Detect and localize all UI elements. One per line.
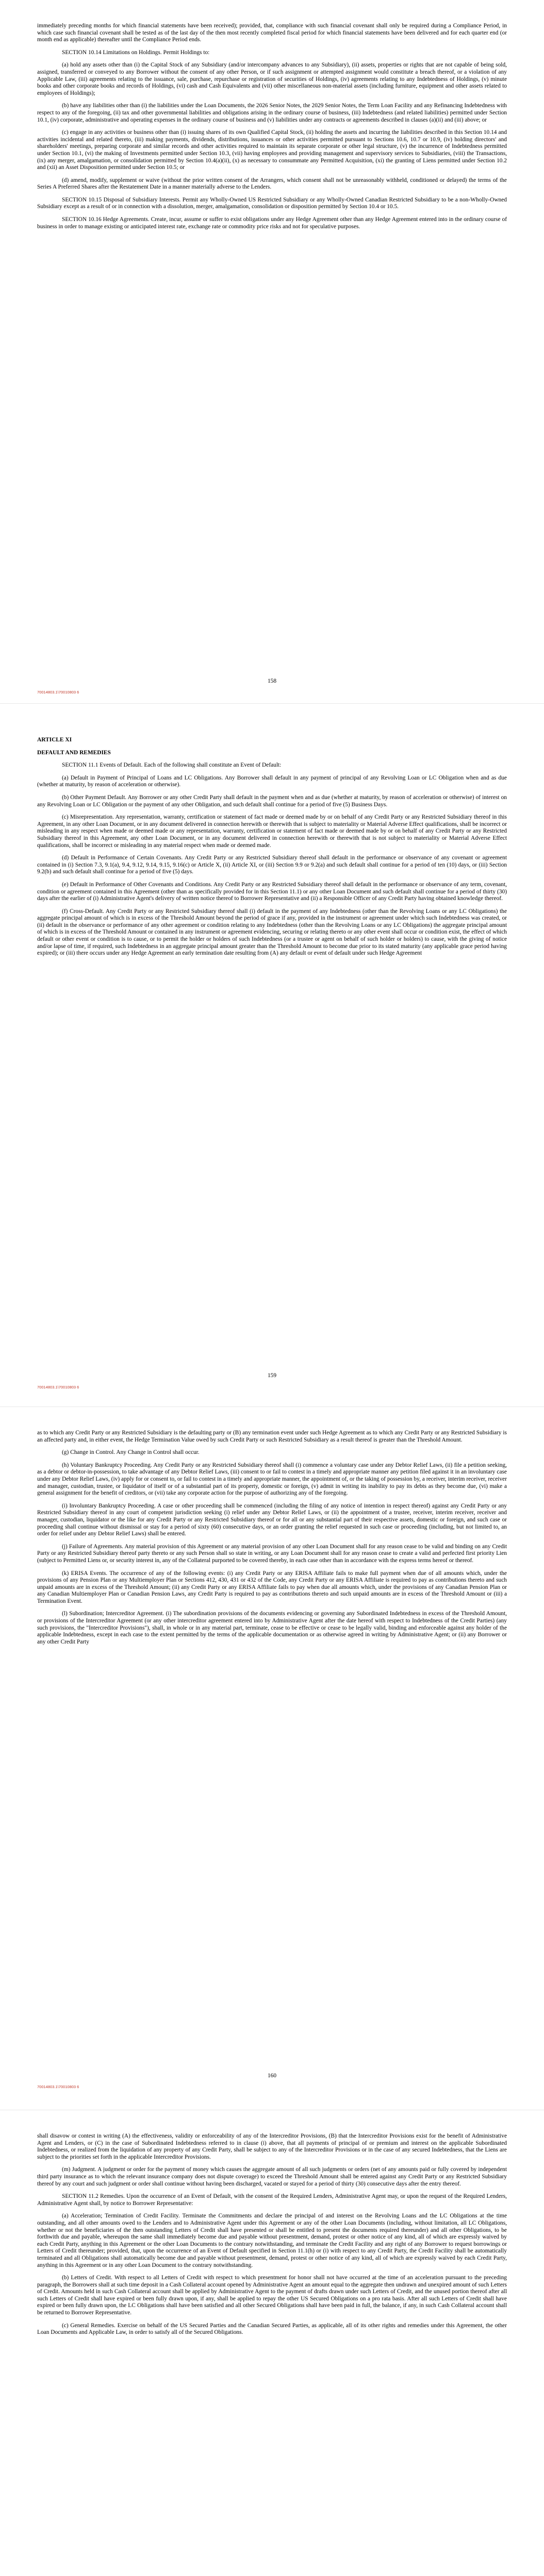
clause-f: (f) Cross-Default. Any Credit Party or any Restricted Subsidiary thereof shall (i) default in the payment of any Indebtedness (other than the Revolving Loans or any LC Obligations) the aggregate principal amount of which is in excess of the Threshold Amount beyond the period of grace if any, provided in the instrument or agreement under which such Indebtedness was created, or (ii) default in the observance or performance of any other agreement or condition relating to any Indebtedness (other than the Revolving Loans or any LC Obligations) the aggregate principal amount of which is in excess of the Threshold Amount or contained in any instrument or agreement evidencing, securing or relating thereto or any other event shall occur or condition exist, the effect of which default or other event or condition is to cause, or to permit the holder or holders of such Indebtedness (or a trustee or agent on behalf of such holder or holders) to cause, with the giving of notice and/or lapse of time, if required, such Indebtedness in an aggregate principal amount greater than the Threshold Amount to become due prior to its stated maturity (any applicable grace period having expired); or (iii) there occurs under any Hedge Agreement an early termination date resulting from (A) any default or event of default under such Hedge Agreement (37, 908, 507, 957)
clause-e: (e) Default in Performance of Other Covenants and Conditions. Any Credit Party or any Restricted Subsidiary thereof shall default in the performance or observance of any term, covenant, condition or agreement contained in this Agreement (other than as specifically provided for in this Section 11.1) or any other Loan Document and such default shall continue for a period of thirty (30) days after the earlier of (i) Administrative Agent's delivery of written notice thereof to Borrower Representative and (ii) a Responsible Officer of any Credit Party having obtained knowledge thereof. (37, 881, 507, 902)
paragraph: shall disavow or contest in writing (A) the effectiveness, validity or enforceability of any of the Intercreditor Provisions, (B) that the Intercreditor Provisions exist for the benefit of Administrative Agent and Lenders, or (C) in the case of Subordinated Indebtedness referred to in clause (i) above, that all payments of principal of or premium and interest on the applicable Subordinated Indebtedness, or realized from the liquidation of any property of any Credit Party, shall be subject to any of the Intercreditor Provisions or in the case of any secured Indebtedness, that the Liens are subject to the priorities set forth in the applicable Intercreditor Provisions. (37, 2133, 507, 2160)
article-heading: ARTICLE XI (37, 737, 72, 743)
clause-d: (d) Default in Performance of Certain Covenants. Any Credit Party or any Restricted Subsidiary thereof shall default in the performance or observance of any covenant or agreement contained in (i) Section 7.3, 9.1(a), 9.4, 9.12, 9.14, 9.15, 9.16(c) or Article X, (ii) Article XI, or (iii) Section 9.9 or 9.2(a) and such default shall continue for a period of ten (10) days, or (iii) Section 9.2(b) and such default shall continue for a period of five (5) days. (37, 855, 507, 875)
paragraph: as to which any Credit Party or any Restricted Subsidiary is the defaulting party or (B) any termination event under such Hedge Agreement as to which any Credit Party or any Restricted Subsidiary is an affected party and, in either event, the Hedge Termination Value owed by such Credit Party or such Restricted Subsidiary as a result thereof is greater than the Threshold Amount. (37, 1430, 507, 1443)
page-number: 160 (267, 2073, 277, 2079)
page-161 (0, 2110, 544, 2576)
clause-m: (m) Judgment. A judgment or order for the payment of money which causes the aggregate amount of all such judgments or orders (net of any amounts paid or fully covered by independent third party insurance as to which the relevant insurance company does not dispute coverage) to exceed the Threshold Amount shall be entered against any Credit Party or any Restricted Subsidiary thereof by any court and such judgment or order shall continue without having been discharged, vacated or stayed for a period of thirty (30) consecutive days after the entry thereof. (37, 2166, 507, 2187)
clause-c: (c) Misrepresentation. Any representation, warranty, certification or statement of fact made or deemed made by or on behalf of any Credit Party or any Restricted Subsidiary thereof in this Agreement, in any other Loan Document, or in any document delivered in connection herewith or therewith that is subject to materiality or Material Adverse Effect qualifications, shall be incorrect or misleading in any respect when made or deemed made or any representation, warranty, certification or statement of fact made or deemed made by or on behalf of any Credit Party or any Restricted Subsidiary thereof in this Agreement, any other Loan Document, or in any document delivered in connection herewith or therewith that is not subject to materiality or Material Adverse Effect qualifications, shall be incorrect or misleading in any material respect when made or deemed made. (37, 814, 507, 849)
section-11-1: SECTION 11.1 Events of Default. Each of the following shall constitute an Event of Default: (62, 762, 282, 769)
clause-b: (b) have any liabilities other than (i) the liabilities under the Loan Documents, the 2026 Senior Notes, the 2029 Senior Notes, the Term Loan Facility and any Refinancing Indebtedness with respect to any of the foregoing, (ii) tax and other governmental liabilities and obligations arising in the ordinary course of business, (iii) Indebtedness (and related liabilities) permitted under Section 10.1, (iv) corporate, administrative and operating expenses in the ordinary course of business and (v) liabilities under any contracts or agreements described in clauses (a)(ii) and (iii) above; or (37, 103, 507, 123)
section-10-15: SECTION 10.15 Disposal of Subsidiary Interests. Permit any Wholly-Owned US Restricted Subsidiary or any Wholly-Owned Canadian Restricted Subsidiary to be a non-Wholly-Owned Subsidiary except as a result of or in connection with a dissolution, merger, amalgamation, consolidation or disposition permitted by Section 10.4 or 10.5. (37, 196, 507, 210)
clause-l: (l) Subordination; Intercreditor Agreement. (i) The subordination provisions of the documents evidencing or governing any Subordinated Indebtedness in excess of the Threshold Amount, or provisions of the Intercreditor Agreement (or any other intercreditor agreement entered into by Administrative Agent after the date hereof with respect to Indebtedness of the Credit Parties) (any such provisions, the "Intercreditor Provisions"), shall, in whole or in any material part, terminate, cease to be effective or cease to be legally valid, binding and enforceable against any holder of the applicable Indebtedness, except in each case to the extent permitted by the terms of the applicable documentation or as otherwise agreed in writing by Administrative Agent; or (ii) any Borrower or any other Credit Party (37, 1611, 507, 1645)
clause-d: (d) amend, modify, supplement or waive (without the prior written consent of the Arrangers, which consent shall not be unreasonably withheld, conditioned or delayed) the terms of the Series A Preferred Shares after the Restatement Date in a manner materially adverse to the Lenders. (37, 177, 507, 191)
section-11-2: SECTION 11.2 Remedies. Upon the occurrence of an Event of Default, with the consent of the Required Lenders, Administrative Agent may, or upon the request of the Required Lenders, Administrative Agent shall, by notice to Borrower Representative: (37, 2193, 507, 2207)
page-158 (0, 0, 544, 703)
page-body (37, 1430, 507, 1651)
clause-b: (b) Other Payment Default. Any Borrower or any other Credit Party shall default in the payment when and as due (whether at maturity, by reason of acceleration or otherwise) of interest on any Revolving Loan or LC Obligation or the payment of any other Obligation, and such default shall continue for a period of five (5) Business Days. (37, 794, 507, 808)
section-10-14: SECTION 10.14 Limitations on Holdings. Permit Holdings to: (62, 49, 210, 56)
page-number: 158 (267, 678, 277, 684)
paragraph: immediately preceding months for which financial statements have been received); provided, that, compliance with such financial covenant shall only be required during a Compliance Period, in which case such financial covenant shall be tested as of the last day of the then most recently completed fiscal period for which financial statements have been delivered and for each quarter end (or month end as applicable) thereafter until the Compliance Period ends. (37, 23, 507, 43)
clause-c: (c) General Remedies. Exercise on behalf of the US Secured Parties and the Canadian Secured Parties, as applicable, all of its other rights and remedies under this Agreement, the other Loan Documents and Applicable Law, in order to satisfy all of the Secured Obligations. (37, 2322, 507, 2336)
clause-g: (g) Change in Control. Any Change in Control shall occur. (62, 1449, 200, 1456)
page-160 (0, 1406, 544, 2110)
section-10-16: SECTION 10.16 Hedge Agreements. Create, incur, assume or suffer to exist obligations under any Hedge Agreement other than any Hedge Agreement entered into in the ordinary course of business in order to manage existing or anticipated interest rate, exchange rate or commodity price risks and not for speculative purposes. (37, 216, 507, 230)
page-body (37, 737, 507, 963)
page-body (37, 2133, 507, 2342)
clause-a: (a) hold any assets other than (i) the Capital Stock of any Subsidiary (and/or intercompany advances to any Subsidiary), (ii) assets, properties or rights that are not capable of being sold, assigned, transferred or conveyed to any Borrower without the consent of any other Person, or if such assignment or attempted assignment would constitute a breach thereof, or a violation of any Applicable Law, (iii) agreements relating to the issuance, sale, purchase, repurchase or registration of securities of Holdings, (iv) agreements relating to any Indebtedness of Holdings, (v) minute books and other corporate books and records of Holdings, (vi) cash and Cash Equivalents and (vii) other miscellaneous non-material assets (including furniture, equipment and other assets related to employees of Holdings); (37, 62, 507, 96)
article-title: DEFAULT AND REMEDIES (37, 749, 111, 756)
clause-c: (c) engage in any activities or business other than (i) issuing shares of its own Qualified Capital Stock, (ii) holding the assets and incurring the liabilities described in this Section 10.14 and activities incidental and related thereto, (iii) making payments, dividends, distributions, issuances or other activities permitted pursuant to Sections 10.6, 10.7 or 10.9, (iv) holding directors' and shareholders' meetings, preparing corporate and similar records and other activities required to maintain its separate corporate or other legal structure, (v) the incurrence of Indebtedness permitted under Section 10.1, (vi) the making of Investments permitted under Section 10.3, (vii) having employees and providing management and supervisory services to Subsidiaries, (viii) the Transactions, (ix) any merger, amalgamation, or consolidation permitted by Section 10.4(a)(ii), (x) as necessary to consummate any Permitted Acquisition, (xi) the granting of Liens permitted under Section 10.2 and (xii) an Asset Disposition permitted under Section 10.5; or (37, 129, 507, 171)
clause-a: (a) Acceleration; Termination of Credit Facility. Terminate the Commitments and declare the principal of and interest on the Revolving Loans and the LC Obligations at the time outstanding, and all other amounts owed to the Lenders and to Administrative Agent under this Agreement or any of the other Loan Documents (including, without limitation, all LC Obligations, whether or not the beneficiaries of the then outstanding Letters of Credit shall have presented or shall be entitled to present the documents required thereunder) and all other Obligations, to be forthwith due and payable, whereupon the same shall immediately become due and payable without presentment, demand, protest or other notice of any kind, all of which are expressly waived by each Credit Party, anything in this Agreement or the other Loan Documents to the contrary notwithstanding, and terminate the Credit Facility and any right of any Borrower to request borrowings or Letters of Credit thereunder; provided, that, upon the occurrence of an Event of Default specified in Section 11.1(h) or (i) with respect to any Credit Party, the Credit Facility shall be automatically terminated and all Obligations shall automatically become due and payable without presentment, demand, protest or other notice of any kind, all of which are expressly waived by each Credit Party, anything in this Agreement or in any other Loan Document to the contrary notwithstanding. (37, 2213, 507, 2268)
clause-h: (h) Voluntary Bankruptcy Proceeding. Any Credit Party or any Restricted Subsidiary thereof shall (i) commence a voluntary case under any Debtor Relief Laws, (ii) file a petition seeking, as a debtor or debtor-in-possession, to take advantage of any Debtor Relief Laws, (iii) consent to or fail to contest in a timely and appropriate manner any petition filed against it in an involuntary case under any Debtor Relief Laws, (iv) apply for or consent to, or fail to contest in a timely and appropriate manner, the appointment of, or the taking of possession by, a receiver, interim receiver, receiver and manager, custodian, trustee, or liquidator of itself or of a substantial part of its property, domestic or foreign, (v) admit in writing its inability to pay its debts as they become due, (vi) make a general assignment for the benefit of creditors, or (vii) take any corporate action for the purpose of authorizing any of the foregoing. (37, 1462, 507, 1497)
clause-j: (j) Failure of Agreements. Any material provision of this Agreement or any material provision of any other Loan Document shall for any reason cease to be valid and binding on any Credit Party or any Restricted Subsidiary thereof party thereto or any such Person shall so state in writing, or any Loan Document shall for any reason cease to create a valid and perfected first priority Lien (subject to Permitted Liens or, or security interest in, any of the Collateral purported to be covered thereby, in each case other than in accordance with the express terms hereof or thereof. (37, 1543, 507, 1564)
clause-a: (a) Default in Payment of Principal of Loans and LC Obligations. Any Borrower shall default in any payment of principal of any Revolving Loan or LC Obligation when and as due (whether at maturity, by reason of acceleration or otherwise). (37, 774, 507, 788)
clause-i: (i) Involuntary Bankruptcy Proceeding. A case or other proceeding shall be commenced (including the filing of any notice of intention in respect thereof) against any Credit Party or any Restricted Subsidiary thereof in any court of competent jurisdiction seeking (i) relief under any Debtor Relief Laws, or (ii) the appointment of a trustee, receiver, interim receiver, receiver and manager, custodian, liquidator or the like for any Credit Party or any Restricted Subsidiary thereof or for all or any substantial part of their respective assets, domestic or foreign, and such case or proceeding shall continue without dismissal or stay for a period of sixty (60) consecutive days, or an order granting the relief requested in such case or proceeding (including, but not limited to, an order for relief under any Debtor Relief Laws) shall be entered. (37, 1502, 507, 1537)
page-159 (0, 703, 544, 1406)
document-id: 70014803.1\70010803 6 (37, 2084, 79, 2089)
page-number: 159 (267, 1372, 277, 1379)
document-id: 70014803.1\70010803 6 (37, 690, 79, 694)
document-id: 70014803.1\70010803 6 (37, 1385, 79, 1389)
clause-b: (b) Letters of Credit. With respect to all Letters of Credit with respect to which presentment for honor shall not have occurred at the time of an acceleration pursuant to the preceding paragraph, the Borrowers shall at such time deposit in a Cash Collateral account opened by Administrative Agent an amount equal to the aggregate then undrawn and unexpired amount of such Letters of Credit. Amounts held in such Cash Collateral account shall be applied by Administrative Agent to the payment of drafts drawn under such Letters of Credit, and the unused portion thereof after all such Letters of Credit shall have expired or been fully drawn upon, if any, shall be applied to repay the other US Secured Obligations on a pro rata basis. After all such Letters of Credit shall have expired or been fully drawn upon, the LC Obligations shall have been satisfied and all other Secured Obligations shall have been paid in full, the balance, if any, in such Cash Collateral account shall be returned to Borrower Representative. (37, 2275, 507, 2316)
page-body (37, 23, 507, 236)
clause-k: (k) ERISA Events. The occurrence of any of the following events: (i) any Credit Party or any ERISA Affiliate fails to make full payment when due of all amounts which, under the provisions of any Pension Plan or any Multiemployer Plan or Sections 412, 430, 431 or 432 of the Code, any Credit Party or any ERISA Affiliate is required to pay as contributions thereto and such unpaid amounts are in excess of the Threshold Amount; (ii) any Credit Party or any ERISA Affiliate fails to pay when due all amounts which, under the provisions of any Canadian Pension Plan or any Canadian Multiemployer Plan or Canadian Pension Laws, any Credit Party is required to pay as contributions thereto and such unpaid amounts are in excess of the Threshold Amount or (iii) a Termination Event. (37, 1570, 507, 1604)
